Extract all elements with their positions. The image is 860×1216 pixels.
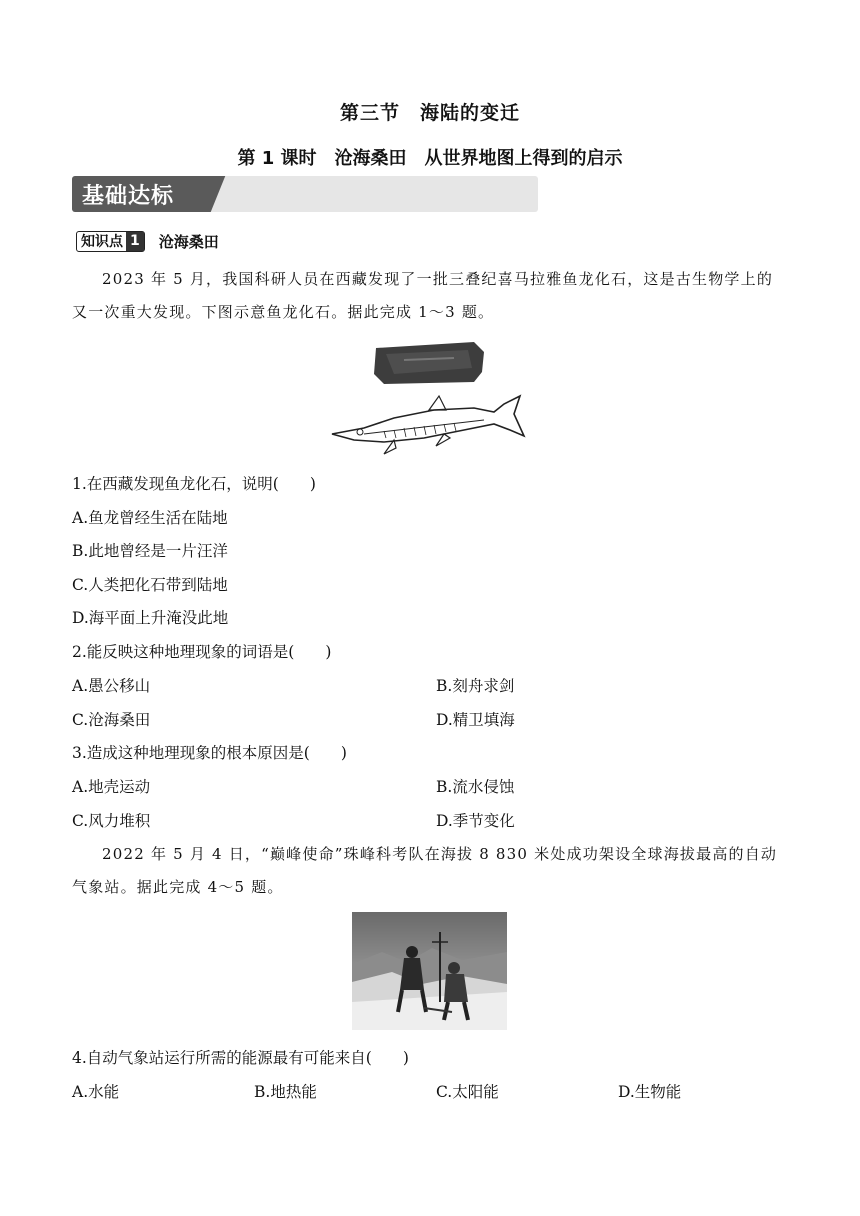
question-4-option-c[interactable]: C.太阳能 [436,1083,499,1101]
question-3-stem: 3.造成这种地理现象的根本原因是( ) [72,744,347,762]
passage-intro-1: 2023 年 5 月，我国科研人员在西藏发现了一批三叠纪喜马拉雅鱼龙化石，这是古生物学上的又一次重大发现。下图示意鱼龙化石。据此完成 1～3 题。 [72,270,774,321]
section-title: 第三节 海陆的变迁 [339,102,520,124]
banner-label: 基础达标 [82,184,175,209]
question-1-option-d[interactable]: D.海平面上升淹没此地 [72,609,229,627]
ichthyosaur-fossil-image [324,338,534,462]
question-2-option-c[interactable]: C.沧海桑田 [72,711,151,729]
knowledge-point-number: 1 [126,232,144,251]
question-2-stem: 2.能反映这种地理现象的词语是( ) [72,643,332,661]
question-4-option-b[interactable]: B.地热能 [254,1083,317,1101]
knowledge-point-tag: 知识点 1 [76,231,145,252]
question-4-stem: 4.自动气象站运行所需的能源最有可能来自( ) [72,1049,409,1067]
section-banner [72,176,538,212]
knowledge-point-title: 沧海桑田 [158,232,219,251]
question-3-option-c[interactable]: C.风力堆积 [72,812,151,830]
question-1-stem: 1.在西藏发现鱼龙化石，说明( ) [72,475,316,493]
knowledge-point-heading [76,230,219,252]
question-1-option-c[interactable]: C.人类把化石带到陆地 [72,576,228,594]
lesson-title: 第 1 课时 沧海桑田 从世界地图上得到的启示 [237,148,623,169]
question-3-option-b[interactable]: B.流水侵蚀 [436,778,515,796]
question-4-option-d[interactable]: D.生物能 [618,1083,682,1101]
question-1-option-a[interactable]: A.鱼龙曾经生活在陆地 [72,509,228,527]
question-2-option-d[interactable]: D.精卫填海 [436,711,515,729]
summit-weather-station-photo [352,912,507,1030]
question-4-option-a[interactable]: A.水能 [72,1083,120,1101]
question-1-option-b[interactable]: B.此地曾经是一片汪洋 [72,542,228,560]
question-2-option-b[interactable]: B.刻舟求剑 [436,677,515,695]
question-2-option-a[interactable]: A.愚公移山 [72,677,151,695]
question-3-option-d[interactable]: D.季节变化 [436,812,515,830]
question-3-option-a[interactable]: A.地壳运动 [72,778,151,796]
passage-intro-2: 2022 年 5 月 4 日，“巅峰使命”珠峰科考队在海拔 8 830 米处成功架设全球海拔最高的自动气象站。据此完成 4～5 题。 [72,845,778,896]
